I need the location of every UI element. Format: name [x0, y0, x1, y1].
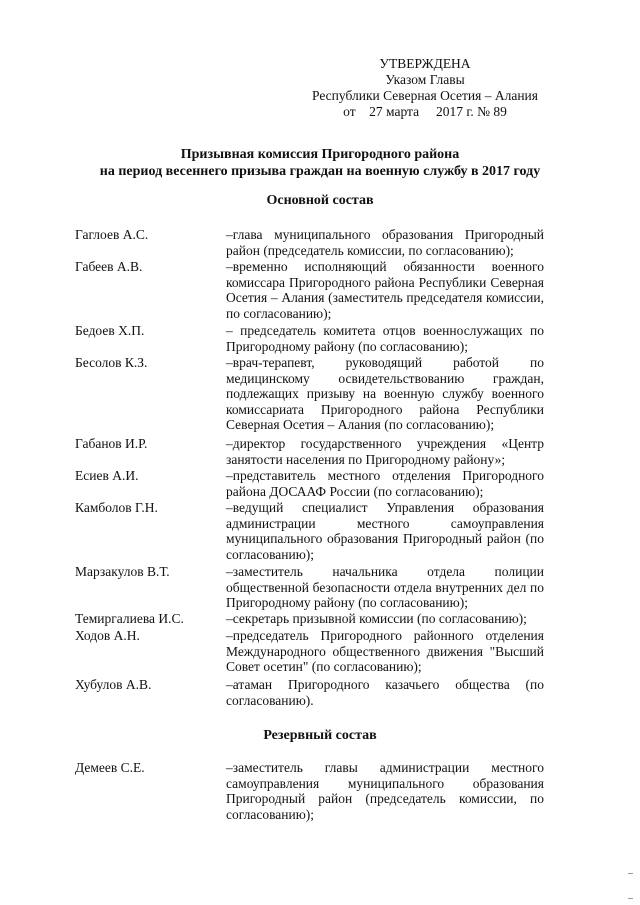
member-role: –атаман Пригородного казачьего общества (по согласованию). [226, 677, 544, 708]
approval-decree: Указом Главы [385, 72, 465, 87]
member-name: Бедоев Х.П. [75, 323, 145, 338]
document-title-line1: Призывная комиссия Пригородного района [180, 147, 460, 162]
member-role: – председатель комитета отцов военнослужащих по Пригородному району (по согласованию); [226, 323, 544, 354]
main-section-heading: Основной состав [266, 193, 374, 208]
approval-heading: УТВЕРЖДЕНА [379, 56, 471, 71]
member-role: –заместитель главы администрации местного самоуправления муниципального образования Пригородный район (председатель комиссии, по согласованию); [226, 760, 544, 822]
member-role: –секретарь призывной комиссии (по согласованию); [226, 611, 527, 626]
scan-edge-mark [628, 898, 633, 899]
member-role: –председатель Пригородного районного отделения Международного общественного движения "Высший Совет осетин" (по согласованию); [226, 628, 544, 675]
approval-date-number: от 27 марта 2017 г. № 89 [343, 104, 507, 119]
member-role: –ведущий специалист Управления образования администрации местного самоуправления муниципального образования Пригородный район (по согласованию); [226, 500, 544, 562]
member-name: Демеев С.Е. [75, 760, 145, 775]
member-name: Габанов И.Р. [75, 436, 148, 451]
member-name: Марзакулов В.Т. [75, 564, 170, 579]
reserve-section-heading: Резервный состав [263, 728, 377, 743]
member-role: –временно исполняющий обязанности военного комиссара Пригородного района Республики Северная Осетия – Алания (заместитель председателя комиссии, по согласованию); [226, 259, 544, 321]
document-title-line2: на период весеннего призыва граждан на военную службу в 2017 году [99, 164, 541, 179]
member-name: Темиргалиева И.С. [75, 611, 184, 626]
member-role: –заместитель начальника отдела полиции общественной безопасности отдела внутренних дел по Пригородному району (по согласованию); [226, 564, 544, 611]
member-role: –директор государственного учреждения «Центр занятости населения по Пригородному району»; [226, 436, 544, 467]
member-name: Есиев А.И. [75, 468, 139, 483]
member-role: –представитель местного отделения Пригородного района ДОСААФ России (по согласованию); [226, 468, 544, 499]
member-name: Ходов А.Н. [75, 628, 140, 643]
document-title [60, 146, 580, 180]
approval-stamp [300, 56, 550, 120]
member-role: –врач-терапевт, руководящий работой по медицинскому освидетельствованию граждан, подлежащих призыву на военную службу военного комиссариата Пригородного района Республики Северная Осетия – Алания (по согласованию); [226, 355, 544, 433]
member-name: Гаглоев А.С. [75, 227, 149, 242]
member-name: Бесолов К.З. [75, 355, 148, 370]
member-name: Хубулов А.В. [75, 677, 152, 692]
member-name: Камболов Г.Н. [75, 500, 158, 515]
scan-edge-mark [628, 873, 633, 874]
approval-republic: Республики Северная Осетия – Алания [312, 88, 538, 103]
member-name: Габеев А.В. [75, 259, 143, 274]
member-role: –глава муниципального образования Пригородный район (председатель комиссии, по согласованию); [226, 227, 544, 258]
